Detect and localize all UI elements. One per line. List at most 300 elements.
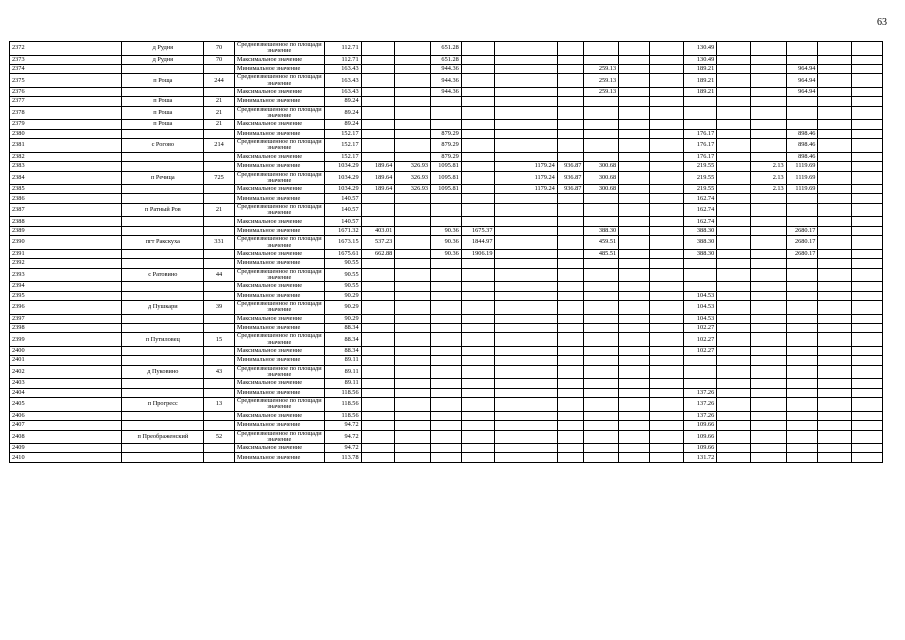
value-cell <box>852 194 883 203</box>
value-type: Минимальное значение <box>234 291 324 300</box>
value-cell <box>395 411 431 420</box>
value-cell <box>619 226 650 235</box>
value-cell <box>649 379 683 388</box>
value-cell <box>461 120 495 129</box>
value-cell <box>818 120 852 129</box>
table-row <box>10 291 883 300</box>
value-cell <box>584 42 619 56</box>
value-cell <box>495 203 557 217</box>
value-cell <box>786 259 818 268</box>
population <box>204 249 235 258</box>
value-cell <box>584 268 619 282</box>
settlement-name <box>122 217 204 226</box>
value-cell <box>461 42 495 56</box>
row-number: 2407 <box>10 421 122 430</box>
value-cell <box>717 203 751 217</box>
value-cell <box>557 64 584 73</box>
value-cell <box>395 314 431 323</box>
value-cell <box>852 171 883 185</box>
value-cell: 163.43 <box>324 87 361 96</box>
value-cell <box>584 259 619 268</box>
value-cell <box>852 139 883 153</box>
value-type: Минимальное значение <box>234 388 324 397</box>
table-row <box>10 249 883 258</box>
table-row <box>10 120 883 129</box>
value-cell <box>361 268 395 282</box>
value-type: Минимальное значение <box>234 129 324 138</box>
row-number: 2410 <box>10 453 122 462</box>
value-cell <box>750 301 786 315</box>
value-cell <box>786 379 818 388</box>
value-cell <box>461 365 495 379</box>
value-cell <box>495 314 557 323</box>
row-number: 2383 <box>10 162 122 171</box>
value-cell <box>818 259 852 268</box>
value-cell <box>557 74 584 88</box>
value-cell <box>431 365 462 379</box>
value-cell <box>683 356 717 365</box>
settlement-name <box>122 453 204 462</box>
value-cell <box>495 139 557 153</box>
value-cell: 90.36 <box>431 226 462 235</box>
value-cell <box>395 291 431 300</box>
value-type: Средневзвешенное по площади значение <box>234 301 324 315</box>
value-cell <box>395 120 431 129</box>
value-cell: 1671.32 <box>324 226 361 235</box>
value-cell <box>361 453 395 462</box>
value-cell <box>750 430 786 444</box>
value-cell <box>557 139 584 153</box>
table-row <box>10 129 883 138</box>
value-cell <box>495 87 557 96</box>
value-cell: 88.34 <box>324 346 361 355</box>
value-cell <box>395 129 431 138</box>
value-cell <box>852 106 883 120</box>
value-cell <box>786 194 818 203</box>
value-cell <box>361 333 395 347</box>
value-cell <box>495 152 557 161</box>
value-cell <box>361 87 395 96</box>
value-cell <box>431 398 462 412</box>
value-cell <box>584 282 619 291</box>
value-cell: 163.43 <box>324 64 361 73</box>
value-type: Максимальное значение <box>234 379 324 388</box>
value-cell <box>818 217 852 226</box>
value-cell <box>717 64 751 73</box>
value-cell <box>649 139 683 153</box>
row-number: 2372 <box>10 42 122 56</box>
value-cell <box>852 129 883 138</box>
value-cell <box>786 356 818 365</box>
value-cell: 89.11 <box>324 365 361 379</box>
value-cell <box>395 249 431 258</box>
value-cell <box>619 333 650 347</box>
value-cell: 176.17 <box>683 152 717 161</box>
value-cell <box>431 120 462 129</box>
value-cell: 137.26 <box>683 398 717 412</box>
value-cell <box>495 444 557 453</box>
value-cell <box>495 453 557 462</box>
table-row <box>10 346 883 355</box>
value-cell: 1844.97 <box>461 236 495 250</box>
value-cell <box>649 356 683 365</box>
value-cell <box>461 411 495 420</box>
row-number: 2392 <box>10 259 122 268</box>
value-type: Средневзвешенное по площади значение <box>234 139 324 153</box>
value-cell <box>852 74 883 88</box>
value-cell <box>395 398 431 412</box>
value-type: Минимальное значение <box>234 97 324 106</box>
table-row <box>10 203 883 217</box>
value-cell <box>852 249 883 258</box>
value-cell <box>852 365 883 379</box>
value-cell <box>361 430 395 444</box>
value-cell <box>717 120 751 129</box>
value-cell <box>852 282 883 291</box>
value-cell <box>818 171 852 185</box>
value-type: Максимальное значение <box>234 152 324 161</box>
value-cell <box>461 356 495 365</box>
value-type: Минимальное значение <box>234 453 324 462</box>
row-number: 2373 <box>10 55 122 64</box>
value-cell: 130.49 <box>683 55 717 64</box>
settlement-name: с Рогово <box>122 139 204 153</box>
population <box>204 185 235 194</box>
value-cell <box>619 152 650 161</box>
value-cell: 936.87 <box>557 162 584 171</box>
value-cell <box>750 282 786 291</box>
value-cell <box>852 444 883 453</box>
value-cell <box>818 356 852 365</box>
value-cell <box>750 323 786 332</box>
value-cell <box>431 379 462 388</box>
value-cell <box>395 106 431 120</box>
table-row <box>10 282 883 291</box>
row-number: 2389 <box>10 226 122 235</box>
value-cell <box>683 97 717 106</box>
table-row <box>10 333 883 347</box>
value-type: Максимальное значение <box>234 314 324 323</box>
value-cell <box>786 301 818 315</box>
value-cell <box>818 333 852 347</box>
value-cell <box>818 42 852 56</box>
value-cell <box>584 444 619 453</box>
value-cell <box>584 323 619 332</box>
value-cell: 944.36 <box>431 64 462 73</box>
value-cell <box>395 444 431 453</box>
value-cell <box>717 356 751 365</box>
population <box>204 194 235 203</box>
population: 13 <box>204 398 235 412</box>
value-cell <box>395 453 431 462</box>
value-cell <box>557 226 584 235</box>
value-cell: 104.53 <box>683 291 717 300</box>
table-row <box>10 185 883 194</box>
value-cell <box>361 106 395 120</box>
value-cell <box>495 421 557 430</box>
value-cell <box>584 139 619 153</box>
value-cell: 651.28 <box>431 55 462 64</box>
value-cell <box>461 282 495 291</box>
table-row <box>10 42 883 56</box>
value-cell <box>717 259 751 268</box>
value-cell <box>717 226 751 235</box>
population: 244 <box>204 74 235 88</box>
value-cell <box>584 333 619 347</box>
value-cell <box>395 203 431 217</box>
population <box>204 217 235 226</box>
value-cell <box>461 259 495 268</box>
value-cell <box>649 249 683 258</box>
population: 21 <box>204 120 235 129</box>
value-cell: 162.74 <box>683 217 717 226</box>
value-type: Максимальное значение <box>234 55 324 64</box>
value-cell: 162.74 <box>683 194 717 203</box>
value-cell: 2680.17 <box>786 236 818 250</box>
value-cell: 1906.19 <box>461 249 495 258</box>
value-cell: 102.27 <box>683 323 717 332</box>
value-cell <box>818 64 852 73</box>
value-cell <box>361 120 395 129</box>
value-cell <box>557 421 584 430</box>
value-cell <box>683 268 717 282</box>
value-cell <box>461 379 495 388</box>
value-cell <box>584 55 619 64</box>
value-cell: 326.93 <box>395 185 431 194</box>
settlement-name: с Ратовино <box>122 268 204 282</box>
value-cell <box>557 430 584 444</box>
value-cell: 90.29 <box>324 314 361 323</box>
value-cell: 1034.29 <box>324 185 361 194</box>
value-cell <box>431 356 462 365</box>
value-cell: 90.55 <box>324 268 361 282</box>
value-cell <box>649 120 683 129</box>
row-number: 2388 <box>10 217 122 226</box>
value-cell <box>495 64 557 73</box>
value-cell <box>431 346 462 355</box>
value-cell: 88.34 <box>324 323 361 332</box>
value-cell <box>584 421 619 430</box>
settlement-name <box>122 421 204 430</box>
value-cell <box>818 291 852 300</box>
settlement-name: п Роща <box>122 74 204 88</box>
value-cell <box>750 106 786 120</box>
value-cell: 2.13 <box>750 185 786 194</box>
value-cell: 300.68 <box>584 162 619 171</box>
population <box>204 453 235 462</box>
value-cell <box>584 217 619 226</box>
value-cell <box>717 388 751 397</box>
value-cell <box>495 194 557 203</box>
value-cell <box>431 388 462 397</box>
settlement-name <box>122 249 204 258</box>
value-cell <box>786 106 818 120</box>
value-cell <box>717 301 751 315</box>
table-row <box>10 152 883 161</box>
value-cell <box>557 217 584 226</box>
value-cell <box>361 203 395 217</box>
value-cell <box>717 282 751 291</box>
value-cell: 879.29 <box>431 152 462 161</box>
value-cell: 1095.81 <box>431 171 462 185</box>
value-type: Средневзвешенное по площади значение <box>234 365 324 379</box>
table-row <box>10 55 883 64</box>
value-cell <box>619 217 650 226</box>
value-cell <box>818 282 852 291</box>
value-cell <box>361 301 395 315</box>
value-cell <box>818 87 852 96</box>
value-cell <box>717 323 751 332</box>
value-cell <box>619 64 650 73</box>
value-cell <box>495 226 557 235</box>
value-cell <box>649 42 683 56</box>
value-cell <box>431 411 462 420</box>
value-cell <box>557 236 584 250</box>
value-cell <box>619 162 650 171</box>
table-row <box>10 171 883 185</box>
value-cell <box>361 217 395 226</box>
value-cell <box>431 430 462 444</box>
value-cell <box>557 346 584 355</box>
table-row <box>10 314 883 323</box>
value-cell: 109.66 <box>683 430 717 444</box>
value-cell <box>750 120 786 129</box>
value-cell <box>649 268 683 282</box>
value-cell <box>495 259 557 268</box>
value-cell: 964.94 <box>786 64 818 73</box>
value-cell <box>461 129 495 138</box>
settlement-name <box>122 259 204 268</box>
value-cell <box>431 203 462 217</box>
population <box>204 259 235 268</box>
value-cell <box>395 74 431 88</box>
value-cell <box>649 162 683 171</box>
value-cell <box>852 291 883 300</box>
table-row <box>10 74 883 88</box>
value-cell <box>584 453 619 462</box>
value-cell <box>557 259 584 268</box>
value-type: Средневзвешенное по площади значение <box>234 398 324 412</box>
value-cell <box>818 411 852 420</box>
value-cell <box>619 74 650 88</box>
table-row <box>10 323 883 332</box>
value-cell <box>361 259 395 268</box>
value-cell: 189.64 <box>361 185 395 194</box>
value-cell <box>649 259 683 268</box>
value-cell <box>431 444 462 453</box>
value-cell: 388.30 <box>584 226 619 235</box>
value-cell <box>557 106 584 120</box>
settlement-name <box>122 444 204 453</box>
value-cell: 879.29 <box>431 129 462 138</box>
value-type: Средневзвешенное по площади значение <box>234 106 324 120</box>
value-type: Минимальное значение <box>234 194 324 203</box>
value-cell <box>495 74 557 88</box>
value-cell <box>818 444 852 453</box>
value-cell: 102.27 <box>683 346 717 355</box>
value-cell: 459.51 <box>584 236 619 250</box>
value-cell <box>786 55 818 64</box>
table-row <box>10 453 883 462</box>
row-number: 2380 <box>10 129 122 138</box>
value-cell: 300.68 <box>584 185 619 194</box>
value-type: Средневзвешенное по площади значение <box>234 236 324 250</box>
value-cell <box>619 203 650 217</box>
value-cell: 898.46 <box>786 129 818 138</box>
value-cell <box>557 333 584 347</box>
value-cell <box>818 97 852 106</box>
value-cell <box>495 249 557 258</box>
value-cell: 1179.24 <box>495 171 557 185</box>
value-cell <box>818 236 852 250</box>
value-cell <box>786 97 818 106</box>
settlement-name: п Путиловец <box>122 333 204 347</box>
settlement-name: п Роша <box>122 106 204 120</box>
value-cell: 898.46 <box>786 152 818 161</box>
value-cell <box>818 203 852 217</box>
table-row <box>10 139 883 153</box>
settlement-name: д Пуковино <box>122 365 204 379</box>
row-number: 2382 <box>10 152 122 161</box>
value-cell <box>649 398 683 412</box>
value-cell <box>557 249 584 258</box>
settlement-name <box>122 323 204 332</box>
value-cell <box>649 194 683 203</box>
value-cell: 2.13 <box>750 171 786 185</box>
value-cell <box>584 356 619 365</box>
value-cell <box>750 453 786 462</box>
population: 214 <box>204 139 235 153</box>
value-cell <box>717 249 751 258</box>
value-cell <box>717 365 751 379</box>
population <box>204 129 235 138</box>
value-cell <box>717 171 751 185</box>
value-cell <box>461 398 495 412</box>
population: 52 <box>204 430 235 444</box>
population: 70 <box>204 55 235 64</box>
value-cell <box>852 430 883 444</box>
value-cell: 140.57 <box>324 203 361 217</box>
settlement-name: п Преображенский <box>122 430 204 444</box>
table-row <box>10 444 883 453</box>
value-cell <box>649 217 683 226</box>
value-cell: 112.71 <box>324 55 361 64</box>
value-cell <box>495 411 557 420</box>
population: 21 <box>204 97 235 106</box>
value-cell <box>431 259 462 268</box>
value-cell <box>619 356 650 365</box>
settlement-name <box>122 194 204 203</box>
row-number: 2398 <box>10 323 122 332</box>
value-type: Минимальное значение <box>234 421 324 430</box>
value-cell <box>750 365 786 379</box>
value-cell <box>557 268 584 282</box>
population <box>204 152 235 161</box>
row-number: 2381 <box>10 139 122 153</box>
population <box>204 162 235 171</box>
value-cell <box>750 129 786 138</box>
value-cell: 219.55 <box>683 162 717 171</box>
settlement-name: д Рудня <box>122 42 204 56</box>
table-row <box>10 64 883 73</box>
value-type: Средневзвешенное по площади значение <box>234 171 324 185</box>
settlement-name <box>122 152 204 161</box>
value-cell <box>717 152 751 161</box>
value-cell: 537.23 <box>361 236 395 250</box>
settlement-name <box>122 291 204 300</box>
population <box>204 323 235 332</box>
value-cell <box>786 42 818 56</box>
